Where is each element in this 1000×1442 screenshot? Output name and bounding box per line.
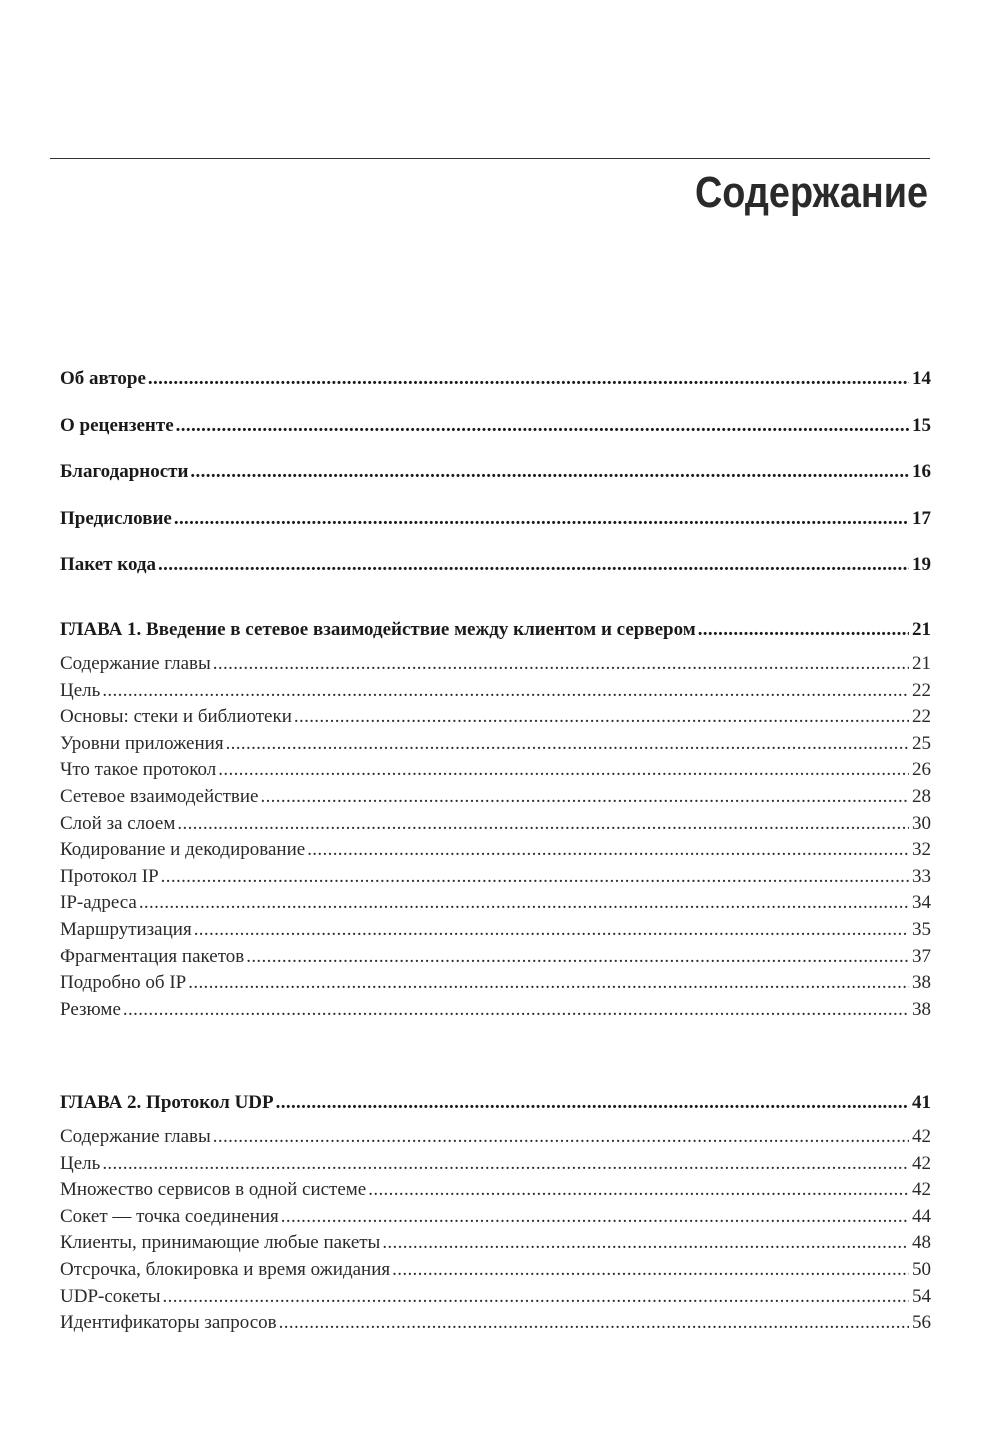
dot-leader [213,1126,909,1148]
toc-entry-title: Об авторе [60,368,146,389]
toc-chapter-title: ГЛАВА 2. Протокол UDP [60,1092,274,1113]
toc-section-title: Отсрочка, блокировка и время ожидания [60,1258,391,1280]
toc-section-title: Множество сервисов в одной системе [60,1179,367,1201]
toc-section[interactable] [60,1126,931,1153]
toc-section[interactable] [60,653,931,680]
dot-leader [281,1206,909,1228]
toc-section-page: 26 [912,759,931,781]
toc-section-title: Цель [60,679,101,701]
toc-section-title: Сокет — точка соединения [60,1205,279,1227]
toc-section[interactable] [60,1179,931,1206]
toc-entry-title: Предисловие [60,507,172,529]
toc-section-page: 42 [912,1126,931,1147]
toc-chapter-page: 21 [912,619,931,640]
toc-section[interactable] [60,919,931,946]
toc-section[interactable] [60,733,931,760]
toc-entry-about-author[interactable] [60,368,931,415]
toc-section[interactable] [60,1286,931,1313]
toc-section-page: 42 [912,1152,931,1174]
dot-leader [276,1092,909,1114]
dot-leader [102,680,909,702]
toc-section-title: Подробно об IP [60,972,187,994]
toc-section-title: Протокол IP [60,865,159,887]
chapter-1-sections [60,653,931,1025]
toc-entry-code-bundle[interactable] [60,554,931,601]
toc-entry-title: О рецензенте [60,414,174,436]
toc-section-page: 48 [912,1232,931,1254]
toc-section[interactable] [60,1259,931,1286]
toc-section[interactable] [60,866,931,893]
toc-section-title: Слой за слоем [60,812,176,834]
toc-section-title: Резюме [60,998,121,1020]
toc-section-title: Цель [60,1152,101,1174]
toc-section-page: 25 [912,732,931,754]
toc-section-page: 35 [912,918,931,940]
toc-section-page: 44 [912,1205,931,1227]
toc-section[interactable] [60,892,931,919]
toc-chapter-page: 41 [912,1092,931,1113]
dot-leader [294,706,909,728]
toc-section-title: Фрагментация пакетов [60,945,245,967]
toc-section[interactable] [60,759,931,786]
toc-section-title: Уровни приложения [60,732,224,754]
toc-section-page: 56 [912,1312,931,1334]
toc-section-page: 33 [912,865,931,887]
dot-leader [161,866,909,888]
dot-leader [226,733,909,755]
dot-leader [176,415,909,437]
toc-section-title: Сетевое взаимодействие [60,785,259,807]
toc-chapter-title: ГЛАВА 1. Введение в сетевое взаимодействие между клиентом и сервером [60,619,696,640]
toc-section[interactable] [60,946,931,973]
toc-entry-page: 17 [912,507,931,529]
toc-section-title: UDP-сокеты [60,1285,161,1307]
dot-leader [260,786,909,808]
toc-entry-about-reviewer[interactable] [60,415,931,462]
toc-section-page: 28 [912,785,931,807]
toc-section-title: Клиенты, принимающие любые пакеты [60,1232,381,1254]
dot-leader [158,554,909,576]
toc-section[interactable] [60,1206,931,1233]
dot-leader [392,1259,909,1281]
toc-section[interactable] [60,1232,931,1259]
dot-leader [279,1312,909,1334]
toc-section-title: Кодирование и декодирование [60,839,306,861]
toc-section-title: Идентификаторы запросов [60,1312,277,1334]
toc-entry-page: 15 [912,414,931,436]
toc-section-title: Содержание главы [60,1126,211,1147]
toc-entry-page: 19 [912,554,931,575]
dot-leader [123,999,909,1021]
toc-section[interactable] [60,972,931,999]
chapter-2-block [60,1092,931,1339]
toc-section-page: 37 [912,945,931,967]
dot-leader [148,368,909,390]
front-matter-list [60,368,931,601]
dot-leader [177,813,909,835]
toc-section-page: 54 [912,1285,931,1307]
toc-section[interactable] [60,680,931,707]
dot-leader [213,653,909,675]
dot-leader [188,972,909,994]
dot-leader [194,919,909,941]
toc-entry-page: 16 [912,461,931,482]
toc-section-page: 22 [912,679,931,701]
toc-section-page: 34 [912,892,931,914]
toc-section-title: IP-адреса [60,892,137,914]
toc-section-page: 30 [912,812,931,834]
toc-section[interactable] [60,813,931,840]
top-rule [50,158,930,159]
toc-entry-title: Благодарности [60,461,189,482]
dot-leader [698,619,909,641]
dot-leader [174,508,909,530]
toc-entry-title: Пакет кода [60,554,157,575]
toc-section-title: Содержание главы [60,653,211,674]
toc-chapter-2[interactable] [60,1092,931,1126]
chapter-1-block [60,619,931,1025]
toc-chapter-1[interactable] [60,619,931,653]
toc-section-page: 32 [912,839,931,861]
dot-leader [190,461,909,483]
chapter-2-sections [60,1126,931,1339]
toc-section-title: Основы: стеки и библиотеки [60,706,292,728]
toc-section[interactable] [60,1153,931,1180]
toc-section-page: 21 [912,653,931,674]
page-title: Содержание [694,168,928,217]
toc-section-page: 42 [912,1179,931,1201]
dot-leader [246,946,909,968]
dot-leader [382,1232,909,1254]
toc-section-title: Маршрутизация [60,918,192,940]
dot-leader [163,1286,909,1308]
dot-leader [139,892,909,914]
toc-entry-page: 14 [912,368,931,389]
dot-leader [368,1179,909,1201]
toc-entry-preface[interactable] [60,508,931,555]
toc-section[interactable] [60,839,931,866]
toc-section-page: 50 [912,1258,931,1280]
dot-leader [218,759,909,781]
toc-section-page: 38 [912,972,931,994]
toc-section-page: 38 [912,998,931,1020]
toc-section[interactable] [60,786,931,813]
toc-section[interactable] [60,706,931,733]
toc-entry-acknowledgements[interactable] [60,461,931,508]
dot-leader [307,839,909,861]
toc-section-title: Что такое протокол [60,759,217,781]
toc-section-page: 22 [912,706,931,728]
toc-section[interactable] [60,999,931,1026]
toc-section[interactable] [60,1312,931,1339]
dot-leader [102,1153,909,1175]
